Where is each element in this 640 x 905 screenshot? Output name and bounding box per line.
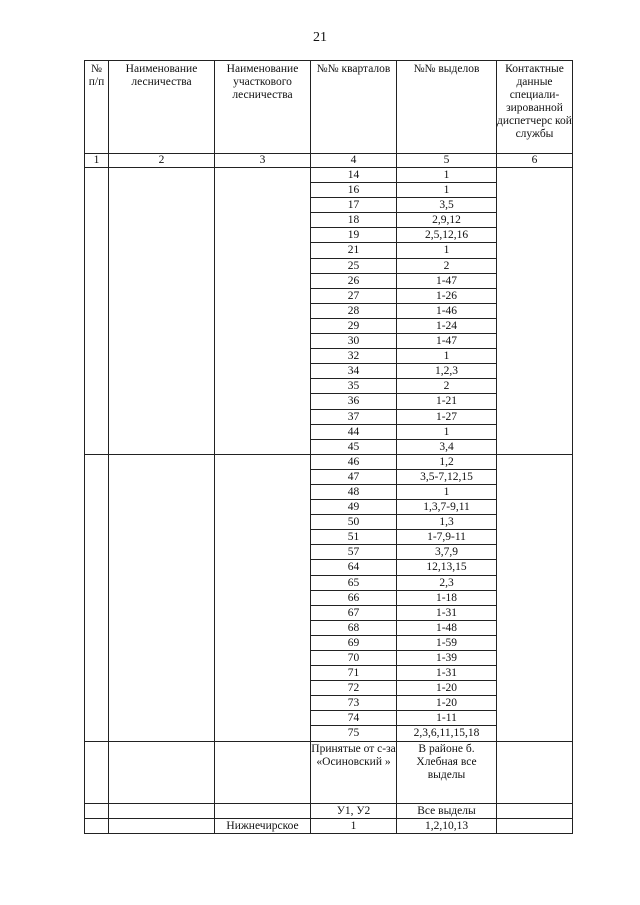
column-number: 2 (109, 154, 215, 168)
quarter-cell: 30 (311, 334, 397, 349)
column-number: 6 (497, 154, 573, 168)
empty-cell (215, 454, 311, 741)
sections-cell: 1-59 (397, 635, 497, 650)
quarter-cell: 26 (311, 273, 397, 288)
column-number: 1 (85, 154, 109, 168)
quarter-cell: 21 (311, 243, 397, 258)
quarter-cell: 17 (311, 198, 397, 213)
sections-cell: 1-48 (397, 620, 497, 635)
sections-cell: 2,5,12,16 (397, 228, 497, 243)
header-contacts: Контактные данные специали- зированной диспетчерс кой службы (497, 61, 573, 154)
header-number: № п/п (85, 61, 109, 154)
district-cell: Нижнечирское (215, 818, 311, 833)
column-number: 5 (397, 154, 497, 168)
sections-cell: 1 (397, 243, 497, 258)
quarter-cell: 67 (311, 605, 397, 620)
quarter-cell: 1 (311, 818, 397, 833)
sections-cell: 1-46 (397, 303, 497, 318)
sections-cell: 1-21 (397, 394, 497, 409)
sections-cell: 1-47 (397, 273, 497, 288)
sections-cell: 1 (397, 349, 497, 364)
table-row (85, 741, 573, 803)
table-row (85, 803, 573, 818)
quarter-cell: 32 (311, 349, 397, 364)
sections-cell: 1 (397, 484, 497, 499)
sections-cell: 1-7,9-11 (397, 530, 497, 545)
forestry-table (84, 60, 573, 834)
quarter-cell: 69 (311, 635, 397, 650)
sections-cell: 1 (397, 424, 497, 439)
empty-cell (85, 454, 109, 741)
sections-cell: 1,3,7-9,11 (397, 500, 497, 515)
empty-cell (109, 818, 215, 833)
quarter-cell: 70 (311, 651, 397, 666)
column-number: 4 (311, 154, 397, 168)
header-quarters: №№ кварталов (311, 61, 397, 154)
empty-cell (85, 741, 109, 803)
sections-cell: 2,9,12 (397, 213, 497, 228)
sections-cell: 1-27 (397, 409, 497, 424)
quarter-cell: 45 (311, 439, 397, 454)
sections-cell: 1-24 (397, 318, 497, 333)
quarter-cell: 14 (311, 168, 397, 183)
sections-cell: 3,4 (397, 439, 497, 454)
sections-cell: 1-31 (397, 666, 497, 681)
quarter-cell: 57 (311, 545, 397, 560)
sections-cell: 1,2 (397, 454, 497, 469)
sections-cell: 1,2,3 (397, 364, 497, 379)
quarter-cell: 48 (311, 484, 397, 499)
sections-cell: В районе б. Хлебная все выделы (397, 741, 497, 803)
quarter-cell: 27 (311, 288, 397, 303)
sections-cell: 1-39 (397, 651, 497, 666)
quarter-cell: 71 (311, 666, 397, 681)
quarter-cell: 25 (311, 258, 397, 273)
quarter-cell: 75 (311, 726, 397, 741)
quarter-cell: 46 (311, 454, 397, 469)
quarter-cell: 66 (311, 590, 397, 605)
quarter-cell: 72 (311, 681, 397, 696)
sections-cell: 1-11 (397, 711, 497, 726)
quarter-cell: У1, У2 (311, 803, 397, 818)
sections-cell: 1-20 (397, 696, 497, 711)
empty-cell (497, 454, 573, 741)
sections-cell: 2 (397, 258, 497, 273)
quarter-cell: 51 (311, 530, 397, 545)
empty-cell (215, 803, 311, 818)
sections-cell: 1-26 (397, 288, 497, 303)
sections-cell: 2,3 (397, 575, 497, 590)
quarter-cell: 37 (311, 409, 397, 424)
sections-cell: 1 (397, 168, 497, 183)
quarter-cell: Принятые от с-за «Осиновский » (311, 741, 397, 803)
table-row (85, 818, 573, 833)
page-number: 21 (313, 30, 327, 45)
sections-cell: 12,13,15 (397, 560, 497, 575)
empty-cell (215, 741, 311, 803)
empty-cell (109, 741, 215, 803)
sections-cell: 3,5 (397, 198, 497, 213)
empty-cell (215, 168, 311, 455)
quarter-cell: 44 (311, 424, 397, 439)
quarter-cell: 28 (311, 303, 397, 318)
empty-cell (85, 168, 109, 455)
quarter-cell: 16 (311, 183, 397, 198)
sections-cell: 1-20 (397, 681, 497, 696)
quarter-cell: 64 (311, 560, 397, 575)
quarter-cell: 18 (311, 213, 397, 228)
quarter-cell: 65 (311, 575, 397, 590)
quarter-cell: 68 (311, 620, 397, 635)
empty-cell (109, 454, 215, 741)
sections-cell: 2 (397, 379, 497, 394)
sections-cell: Все выделы (397, 803, 497, 818)
sections-cell: 1-31 (397, 605, 497, 620)
column-number-row (85, 154, 573, 168)
sections-cell: 3,7,9 (397, 545, 497, 560)
quarter-cell: 35 (311, 379, 397, 394)
empty-cell (85, 803, 109, 818)
empty-cell (497, 803, 573, 818)
quarter-cell: 19 (311, 228, 397, 243)
header-district-forestry: Наименование участкового лесничества (215, 61, 311, 154)
quarter-cell: 74 (311, 711, 397, 726)
table-row (85, 168, 573, 183)
sections-cell: 1-18 (397, 590, 497, 605)
column-number: 3 (215, 154, 311, 168)
quarter-cell: 73 (311, 696, 397, 711)
table-body (85, 168, 573, 834)
table-row (85, 454, 573, 469)
quarter-cell: 36 (311, 394, 397, 409)
sections-cell: 3,5-7,12,15 (397, 469, 497, 484)
empty-cell (85, 818, 109, 833)
empty-cell (497, 741, 573, 803)
quarter-cell: 49 (311, 500, 397, 515)
header-row (85, 61, 573, 154)
sections-cell: 1-47 (397, 334, 497, 349)
sections-cell: 1,3 (397, 515, 497, 530)
empty-cell (109, 168, 215, 455)
empty-cell (497, 818, 573, 833)
sections-cell: 2,3,6,11,15,18 (397, 726, 497, 741)
quarter-cell: 50 (311, 515, 397, 530)
empty-cell (497, 168, 573, 455)
sections-cell: 1 (397, 183, 497, 198)
quarter-cell: 29 (311, 318, 397, 333)
header-forestry: Наименование лесничества (109, 61, 215, 154)
header-sections: №№ выделов (397, 61, 497, 154)
quarter-cell: 47 (311, 469, 397, 484)
quarter-cell: 34 (311, 364, 397, 379)
sections-cell: 1,2,10,13 (397, 818, 497, 833)
empty-cell (109, 803, 215, 818)
